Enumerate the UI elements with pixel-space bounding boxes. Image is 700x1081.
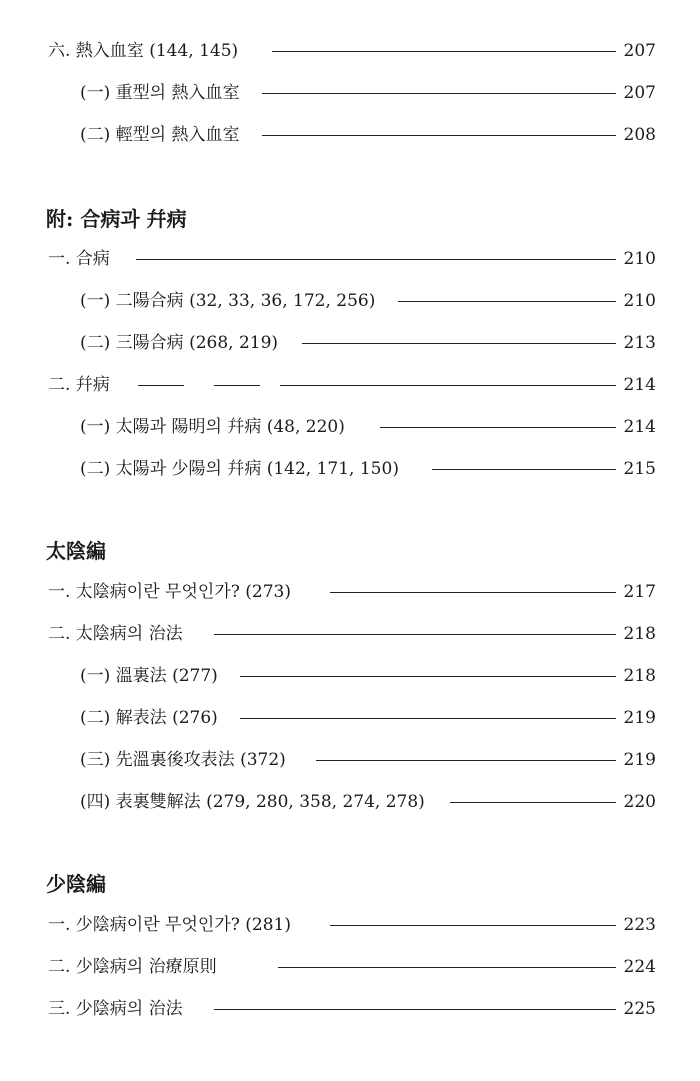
toc-entry-label: 六. 熱入血室 (144, 145) bbox=[48, 41, 239, 61]
leader-line bbox=[280, 385, 616, 386]
toc-entry-label: (一) 太陽과 陽明의 幷病 (48, 220) bbox=[80, 417, 345, 437]
toc-entry-label: (二) 三陽合病 (268, 219) bbox=[80, 333, 279, 353]
leader-line bbox=[316, 760, 616, 761]
toc-entry-label: 一. 太陰病이란 무엇인가? (273) bbox=[48, 582, 291, 602]
toc-entry-page: 219 bbox=[623, 750, 656, 770]
leader-line bbox=[272, 51, 616, 52]
toc-entry bbox=[0, 577, 700, 607]
toc-entry bbox=[0, 78, 700, 108]
toc-entry-page: 210 bbox=[623, 249, 656, 269]
leader-line bbox=[302, 343, 616, 344]
toc-entry bbox=[0, 370, 700, 400]
leader-line bbox=[398, 301, 616, 302]
toc-entry-label: (一) 溫裏法 (277) bbox=[80, 666, 218, 686]
toc-entry-label: (三) 先溫裏後攻表法 (372) bbox=[80, 750, 286, 770]
toc-entry-page: 218 bbox=[623, 666, 656, 686]
toc-entry bbox=[0, 745, 700, 775]
toc-entry bbox=[0, 703, 700, 733]
toc-entry bbox=[0, 286, 700, 316]
section-title: 附: 合病과 幷病 bbox=[46, 207, 187, 231]
toc-entry-page: 225 bbox=[623, 999, 656, 1019]
toc-entry bbox=[0, 994, 700, 1024]
toc-entry-label: (二) 解表法 (276) bbox=[80, 708, 218, 728]
toc-entry-page: 220 bbox=[623, 792, 656, 812]
leader-line bbox=[278, 967, 616, 968]
leader-line bbox=[330, 925, 616, 926]
toc-entry bbox=[0, 36, 700, 66]
toc-entry-label: 一. 合病 bbox=[48, 249, 110, 269]
toc-entry bbox=[0, 328, 700, 358]
leader-line bbox=[136, 259, 616, 260]
toc-entry bbox=[0, 412, 700, 442]
toc-entry-label: 二. 少陰病의 治療原則 bbox=[48, 957, 217, 977]
toc-entry-label: (二) 太陽과 少陽의 幷病 (142, 171, 150) bbox=[80, 459, 399, 479]
toc-entry-page: 210 bbox=[623, 291, 656, 311]
toc-entry bbox=[0, 661, 700, 691]
toc-entry bbox=[0, 952, 700, 982]
toc-entry-page: 208 bbox=[623, 125, 656, 145]
toc-entry-label: 一. 少陰病이란 무엇인가? (281) bbox=[48, 915, 291, 935]
toc-entry-page: 207 bbox=[623, 83, 656, 103]
toc-entry-label: 二. 幷病 bbox=[48, 375, 110, 395]
toc-entry bbox=[0, 244, 700, 274]
section-title: 少陰編 bbox=[46, 872, 106, 896]
toc-entry-label: (一) 二陽合病 (32, 33, 36, 172, 256) bbox=[80, 291, 376, 311]
toc-entry-label: 二. 太陰病의 治法 bbox=[48, 624, 183, 644]
toc-entry-label: (四) 表裏雙解法 (279, 280, 358, 274, 278) bbox=[80, 792, 425, 812]
toc-entry-page: 218 bbox=[623, 624, 656, 644]
leader-line bbox=[432, 469, 616, 470]
toc-entry bbox=[0, 910, 700, 940]
toc-entry bbox=[0, 120, 700, 150]
toc-entry bbox=[0, 787, 700, 817]
toc-entry-page: 214 bbox=[623, 417, 656, 437]
leader-line bbox=[330, 592, 616, 593]
toc-entry bbox=[0, 454, 700, 484]
leader-line bbox=[262, 93, 616, 94]
toc-entry-page: 223 bbox=[623, 915, 656, 935]
leader-line bbox=[380, 427, 616, 428]
leader-line bbox=[240, 718, 616, 719]
leader-line bbox=[262, 135, 616, 136]
toc-entry-label: 三. 少陰病의 治法 bbox=[48, 999, 183, 1019]
leader-line bbox=[138, 385, 184, 386]
toc-entry-page: 207 bbox=[623, 41, 656, 61]
toc-entry-label: (二) 輕型의 熱入血室 bbox=[80, 125, 240, 145]
leader-line bbox=[214, 385, 260, 386]
toc-entry-page: 214 bbox=[623, 375, 656, 395]
toc-entry-page: 219 bbox=[623, 708, 656, 728]
leader-line bbox=[214, 1009, 616, 1010]
section-title: 太陰編 bbox=[46, 539, 106, 563]
toc-entry bbox=[0, 619, 700, 649]
toc-entry-page: 213 bbox=[623, 333, 656, 353]
leader-line bbox=[240, 676, 616, 677]
toc-entry-label: (一) 重型의 熱入血室 bbox=[80, 83, 240, 103]
toc-entry-page: 215 bbox=[623, 459, 656, 479]
toc-entry-page: 224 bbox=[623, 957, 656, 977]
leader-line bbox=[214, 634, 616, 635]
leader-line bbox=[450, 802, 616, 803]
toc-entry-page: 217 bbox=[623, 582, 656, 602]
